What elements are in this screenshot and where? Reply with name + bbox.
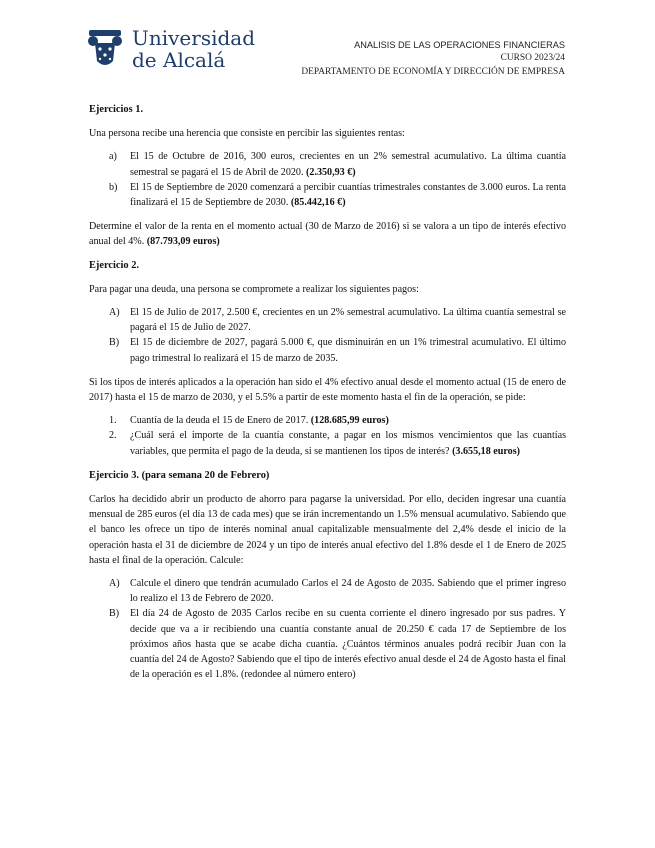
university-logo <box>83 26 256 72</box>
ex1-question <box>89 219 566 249</box>
answer: (2.350,93 €) <box>306 166 356 178</box>
department: DEPARTAMENTO DE ECONOMÍA Y DIRECCIÓN DE EMPRESA <box>301 66 565 77</box>
list-item <box>89 576 566 606</box>
list-marker: A) <box>109 578 120 590</box>
list-marker: 2. <box>109 430 117 442</box>
list-text: ¿Cuál será el importe de la cuantía constante, a pagar en los mismos vencimientos que las cuantías variables, que permita el pago de la deuda, si se mantienen los tipos de interés? <box>130 430 566 457</box>
list-text: Cuantía de la deuda el 15 de Enero de 2017. <box>130 415 311 427</box>
logo-line-2: de Alcalá <box>132 48 226 72</box>
ex3-body: Carlos ha decidido abrir un producto de ahorro para pagarse la universidad. Por ello, deciden ingresar una cuantía mensual de 285 euros (el día 13 de cada mes) que se irán incrementando un 1.5% mensual acumulativo. Sabiendo que el banco les ofrece un tipo de interés nominal anual capitalizable mensualmente del 2,4% desde el inicio de la operación hasta el 31 de diciembre de 2024 y un tipo de interés anual efectivo del 1.8% desde el 1 de Enero de 2025 hasta el final de la operación. Calcule: <box>89 494 566 566</box>
list-marker: b) <box>109 181 118 193</box>
list-text: Calcule el dinero que tendrán acumulado Carlos el 24 de Agosto de 2035. Sabiendo que el primer ingreso lo realizo el 13 de Febrero de 2020. <box>130 578 566 605</box>
list-marker: 1. <box>109 415 117 427</box>
list-marker: B) <box>109 608 120 620</box>
list-marker: a) <box>109 151 117 163</box>
page-header <box>0 0 655 90</box>
ex2-title: Ejercicio 2. <box>89 259 140 271</box>
list-text: El día 24 de Agosto de 2035 Carlos recibe en su cuenta corriente el dinero ingresado por sus padres. Y decide que va a ir recibiendo una cuantía constante anual de 20.250 € cada 17 de Septiembre de los próximos años hasta que se acabe dicha cuantía. ¿Cuántos términos anuales podrá recibir Juan con la cuantía del 24 de Agosto? Sabiendo que el tipo de interés efectivo anual desde el 24 de Agosto hasta el final de la operación es el 1.8%. (redondee al número entero) <box>130 608 566 681</box>
ex3-title: Ejercicio 3. (para semana 20 de Febrero) <box>89 469 270 481</box>
logo-line-1: Universidad <box>132 26 256 50</box>
ex1-title: Ejercicios 1. <box>89 104 144 115</box>
ex2-question: Si los tipos de interés aplicados a la operación han sido el 4% efectivo anual desde el momento actual (15 de enero de 2017) hasta el 15 de marzo de 2030, y el 5.5% a partir de este momento hasta el fin de la operación, se pide: <box>89 376 566 404</box>
list-item <box>89 180 566 210</box>
list-item <box>89 428 566 458</box>
list-item <box>89 149 566 179</box>
university-crest-icon <box>83 27 127 71</box>
ex2-sublist <box>89 413 566 459</box>
list-text: El 15 de Septiembre de 2020 comenzará a percibir cuantías trimestrales constantes de 3.000 euros. La renta finalizará el 15 de Septiembre de 2030. <box>130 181 566 209</box>
course-year: CURSO 2023/24 <box>500 53 565 64</box>
ex2-intro: Para pagar una deuda, una persona se compromete a realizar los siguientes pagos: <box>89 283 419 295</box>
list-item <box>89 413 566 428</box>
list-marker: B) <box>109 337 120 349</box>
answer: (3.655,18 euros) <box>452 445 521 457</box>
answer: (85.442,16 €) <box>290 197 346 209</box>
ex1-list <box>89 149 566 210</box>
list-item <box>89 335 566 365</box>
ex3-list <box>89 576 566 682</box>
list-text: El 15 de Octubre de 2016, 300 euros, crecientes en un 2% semestral acumulativo. La última cuantía semestral se pagará el 15 de Abril de 2020. <box>130 151 566 178</box>
list-item <box>89 305 566 335</box>
list-text: El 15 de Julio de 2017, 2.500 €, crecientes en un 2% semestral acumulativo. La última cuantía semestral se pagará el 15 de Julio de 2027. <box>130 307 566 334</box>
ex2-list <box>89 305 566 366</box>
list-item <box>89 606 566 682</box>
document-body <box>89 102 566 692</box>
header-info <box>301 39 565 79</box>
list-text: El 15 de diciembre de 2027, pagará 5.000 €, que disminuirán en un 1% trimestral acumulativo. El último pago trimestral lo realizará el 15 de marzo de 2035. <box>130 337 566 364</box>
list-marker: A) <box>109 307 120 319</box>
course-title: ANALISIS DE LAS OPERACIONES FINANCIERAS <box>354 40 565 50</box>
ex1-intro: Una persona recibe una herencia que consiste en percibir las siguientes rentas: <box>89 128 405 140</box>
answer: (87.793,09 euros) <box>146 236 220 248</box>
answer: (128.685,99 euros) <box>310 415 389 427</box>
question-text: Determine el valor de la renta en el momento actual (30 de Marzo de 2016) si se valora a un tipo de interés efectivo anual del 4%. <box>89 221 566 248</box>
